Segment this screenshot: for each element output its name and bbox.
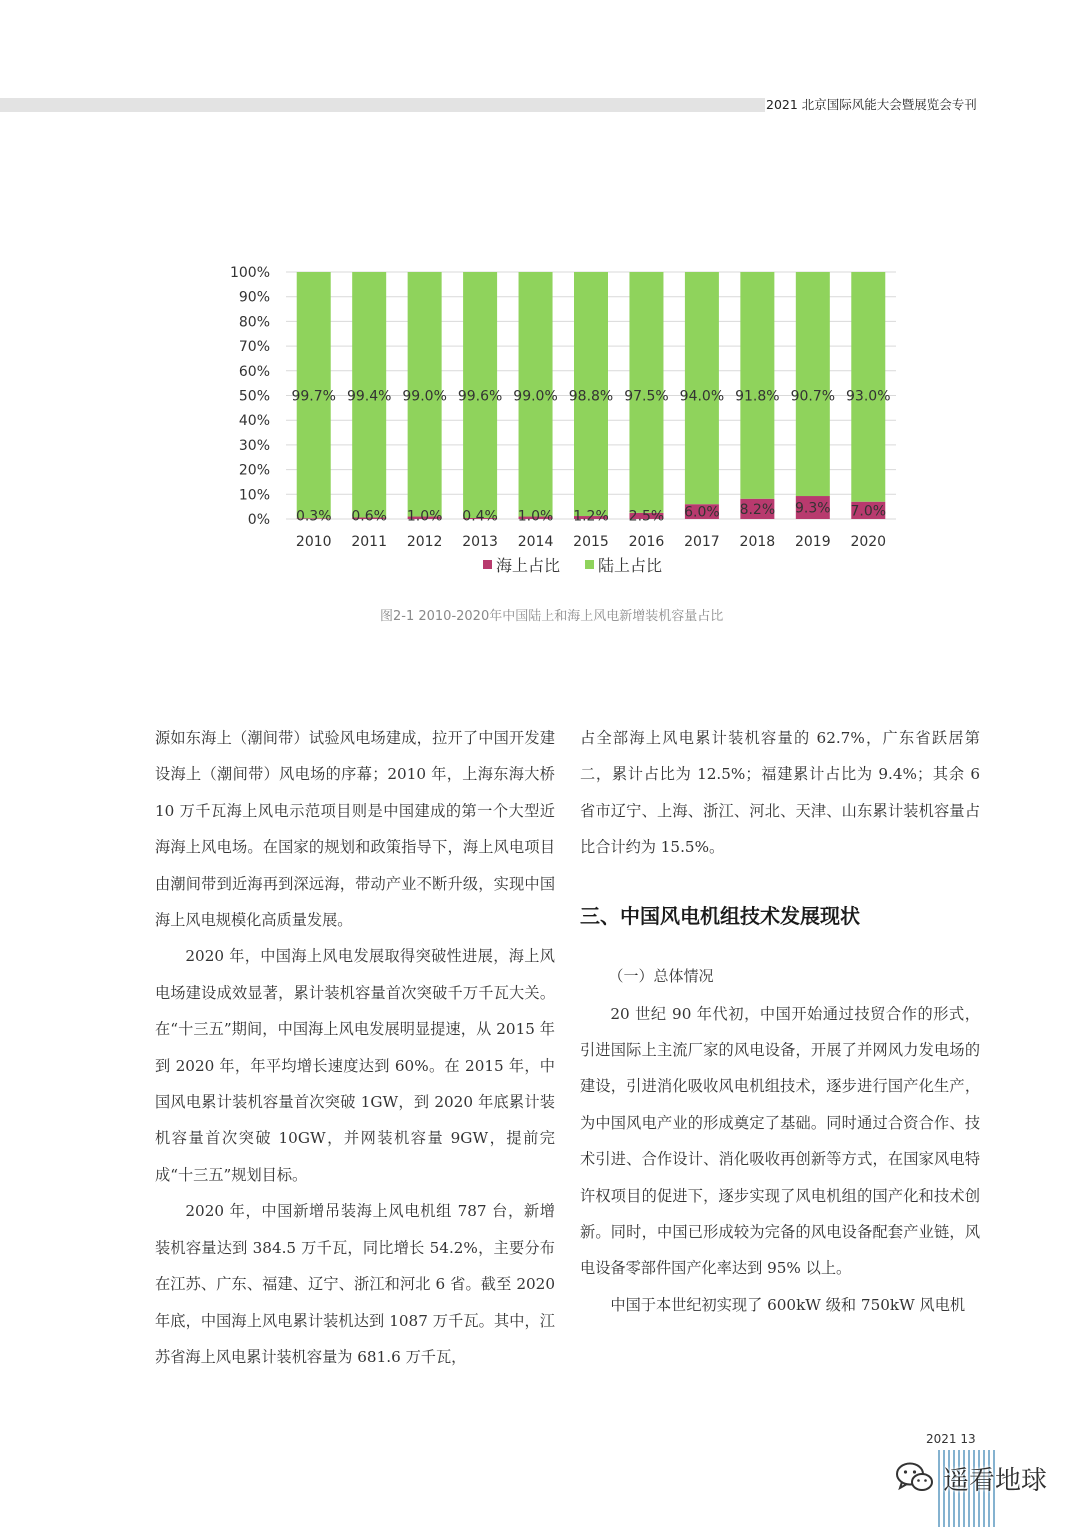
data-label-onshore: 99.4% xyxy=(346,388,392,405)
data-label-offshore: 7.0% xyxy=(850,503,887,520)
watermark xyxy=(895,1458,1047,1498)
section-title: 三、中国风电机组技术发展现状 xyxy=(580,903,860,928)
paragraph-left-3: 2020 年，中国新增吊装海上风电机组 787 台，新增装机容量达到 384.5 万千瓦，同比增长 54.2%，主要分布在江苏、广东、福建、辽宁、浙江和河北 6 省。截至 2020 年底，中国海上风电累计装机达到 1087 万千瓦。其中，江苏省海上风电累计装机容量为 681.6 万千瓦， xyxy=(155,1202,555,1366)
data-label-offshore: 0.3% xyxy=(295,508,332,525)
subsection-title: （一）总体情况 xyxy=(608,966,714,985)
paragraph-right-1: 占全部海上风电累计装机容量的 62.7%，广东省跃居第二，累计占比为 12.5%；福建累计占比为 9.4%；其余 6 省市辽宁、上海、浙江、河北、天津、山东累计装机容量占比合计约为 15.5%。 xyxy=(580,729,980,857)
x-tick-label: 2015 xyxy=(573,534,609,550)
right-column xyxy=(580,720,980,1323)
y-tick-label: 100% xyxy=(229,265,270,281)
x-tick-label: 2017 xyxy=(684,534,720,550)
y-tick-label: 10% xyxy=(238,487,270,504)
data-label-onshore: 97.5% xyxy=(624,388,669,405)
bar-onshore xyxy=(740,272,774,499)
x-tick-label: 2019 xyxy=(794,534,831,550)
bar-onshore xyxy=(851,272,885,502)
data-label-offshore: 9.3% xyxy=(795,500,831,517)
data-label-onshore: 98.8% xyxy=(568,388,614,405)
paragraph-right-2: 20 世纪 90 年代初，中国开始通过技贸合作的形式，引进国际上主流厂家的风电设备，开展了并网风力发电场的建设，引进消化吸收风电机组技术，逐步进行国产化生产，为中国风电产业的形成奠定了基础。同时通过合资合作、技术引进、合作设计、消化吸收再创新等方式，在国家风电特许权项目的促进下，逐步实现了风电机组的国产化和技术创新。同时，中国已形成较为完备的风电设备配套产业链，风电设备零部件国产化率达到 95% 以上。 xyxy=(580,1004,980,1278)
legend-label-offshore: 海上占比 xyxy=(496,556,561,575)
data-label-onshore: 91.8% xyxy=(735,388,780,405)
x-tick-label: 2013 xyxy=(462,534,498,550)
y-tick-label: 70% xyxy=(238,339,270,356)
y-tick-label: 40% xyxy=(238,413,270,430)
data-label-offshore: 6.0% xyxy=(684,504,720,521)
y-tick-label: 0% xyxy=(247,512,270,528)
data-label-offshore: 1.0% xyxy=(406,508,443,525)
header-bar xyxy=(0,98,765,112)
header-title: 2021 北京国际风能大会暨展览会专刊 xyxy=(766,97,977,112)
data-label-offshore: 1.0% xyxy=(517,508,554,525)
y-tick-label: 30% xyxy=(238,437,270,454)
paragraph-left-2: 2020 年，中国海上风电发展取得突破性进展，海上风电场建设成效显著，累计装机容量首次突破千万千瓦大关。在“十三五”期间，中国海上风电发展明显提速，从 2015 年到 2020 年，年平均增长速度达到 60%。在 2015 年，中国风电累计装机容量首次突破 1GW，到 2020 年底累计装机容量首次突破 10GW，并网装机容量 9GW，提前完成“十三五”规划目标。 xyxy=(155,947,555,1184)
bar-chart xyxy=(220,255,910,595)
figure-caption: 图2-1 2010-2020年中国陆上和海上风电新增装机容量占比 xyxy=(380,609,724,624)
x-tick-label: 2014 xyxy=(517,534,554,550)
x-tick-label: 2010 xyxy=(295,534,332,550)
paragraph-left-1: 源如东海上（潮间带）试验风电场建成，拉开了中国开发建设海上（潮间带）风电场的序幕；2010 年，上海东海大桥 10 万千瓦海上风电示范项目则是中国建成的第一个大型近海海上风电场。在国家的规划和政策指导下，海上风电项目由潮间带到近海再到深远海，带动产业不断升级，实现中国海上风电规模化高质量发展。 xyxy=(155,729,555,930)
y-tick-label: 80% xyxy=(238,314,270,331)
y-tick-label: 20% xyxy=(238,462,270,479)
x-tick-label: 2018 xyxy=(739,534,776,550)
data-label-onshore: 90.7% xyxy=(790,388,836,405)
x-tick-label: 2012 xyxy=(406,534,443,550)
wechat-icon xyxy=(895,1461,935,1495)
bar-onshore xyxy=(796,272,830,496)
watermark-text: 遥看地球 xyxy=(943,1465,1048,1496)
data-label-offshore: 1.2% xyxy=(573,508,609,525)
data-label-offshore: 2.5% xyxy=(628,508,665,525)
data-label-offshore: 0.4% xyxy=(462,508,498,525)
left-column xyxy=(155,720,555,1375)
page-number: 2021 13 xyxy=(926,1432,976,1446)
x-tick-label: 2011 xyxy=(351,534,388,550)
y-tick-label: 90% xyxy=(238,289,270,306)
paragraph-right-3: 中国于本世纪初实现了 600kW 级和 750kW 风电机 xyxy=(610,1295,966,1314)
y-tick-label: 60% xyxy=(238,363,270,380)
x-tick-label: 2016 xyxy=(628,534,665,550)
data-label-offshore: 0.6% xyxy=(351,508,387,525)
legend-label-onshore: 陆上占比 xyxy=(598,556,663,575)
legend-marker-onshore xyxy=(585,560,594,569)
x-tick-label: 2020 xyxy=(850,534,887,550)
data-label-onshore: 99.0% xyxy=(513,388,558,405)
data-label-onshore: 94.0% xyxy=(679,388,725,405)
data-label-onshore: 93.0% xyxy=(846,388,891,405)
data-label-onshore: 99.6% xyxy=(457,388,503,405)
data-label-onshore: 99.0% xyxy=(402,388,447,405)
y-tick-label: 50% xyxy=(238,388,270,405)
legend-marker-offshore xyxy=(483,560,492,569)
data-label-onshore: 99.7% xyxy=(291,388,336,405)
data-label-offshore: 8.2% xyxy=(739,501,776,518)
